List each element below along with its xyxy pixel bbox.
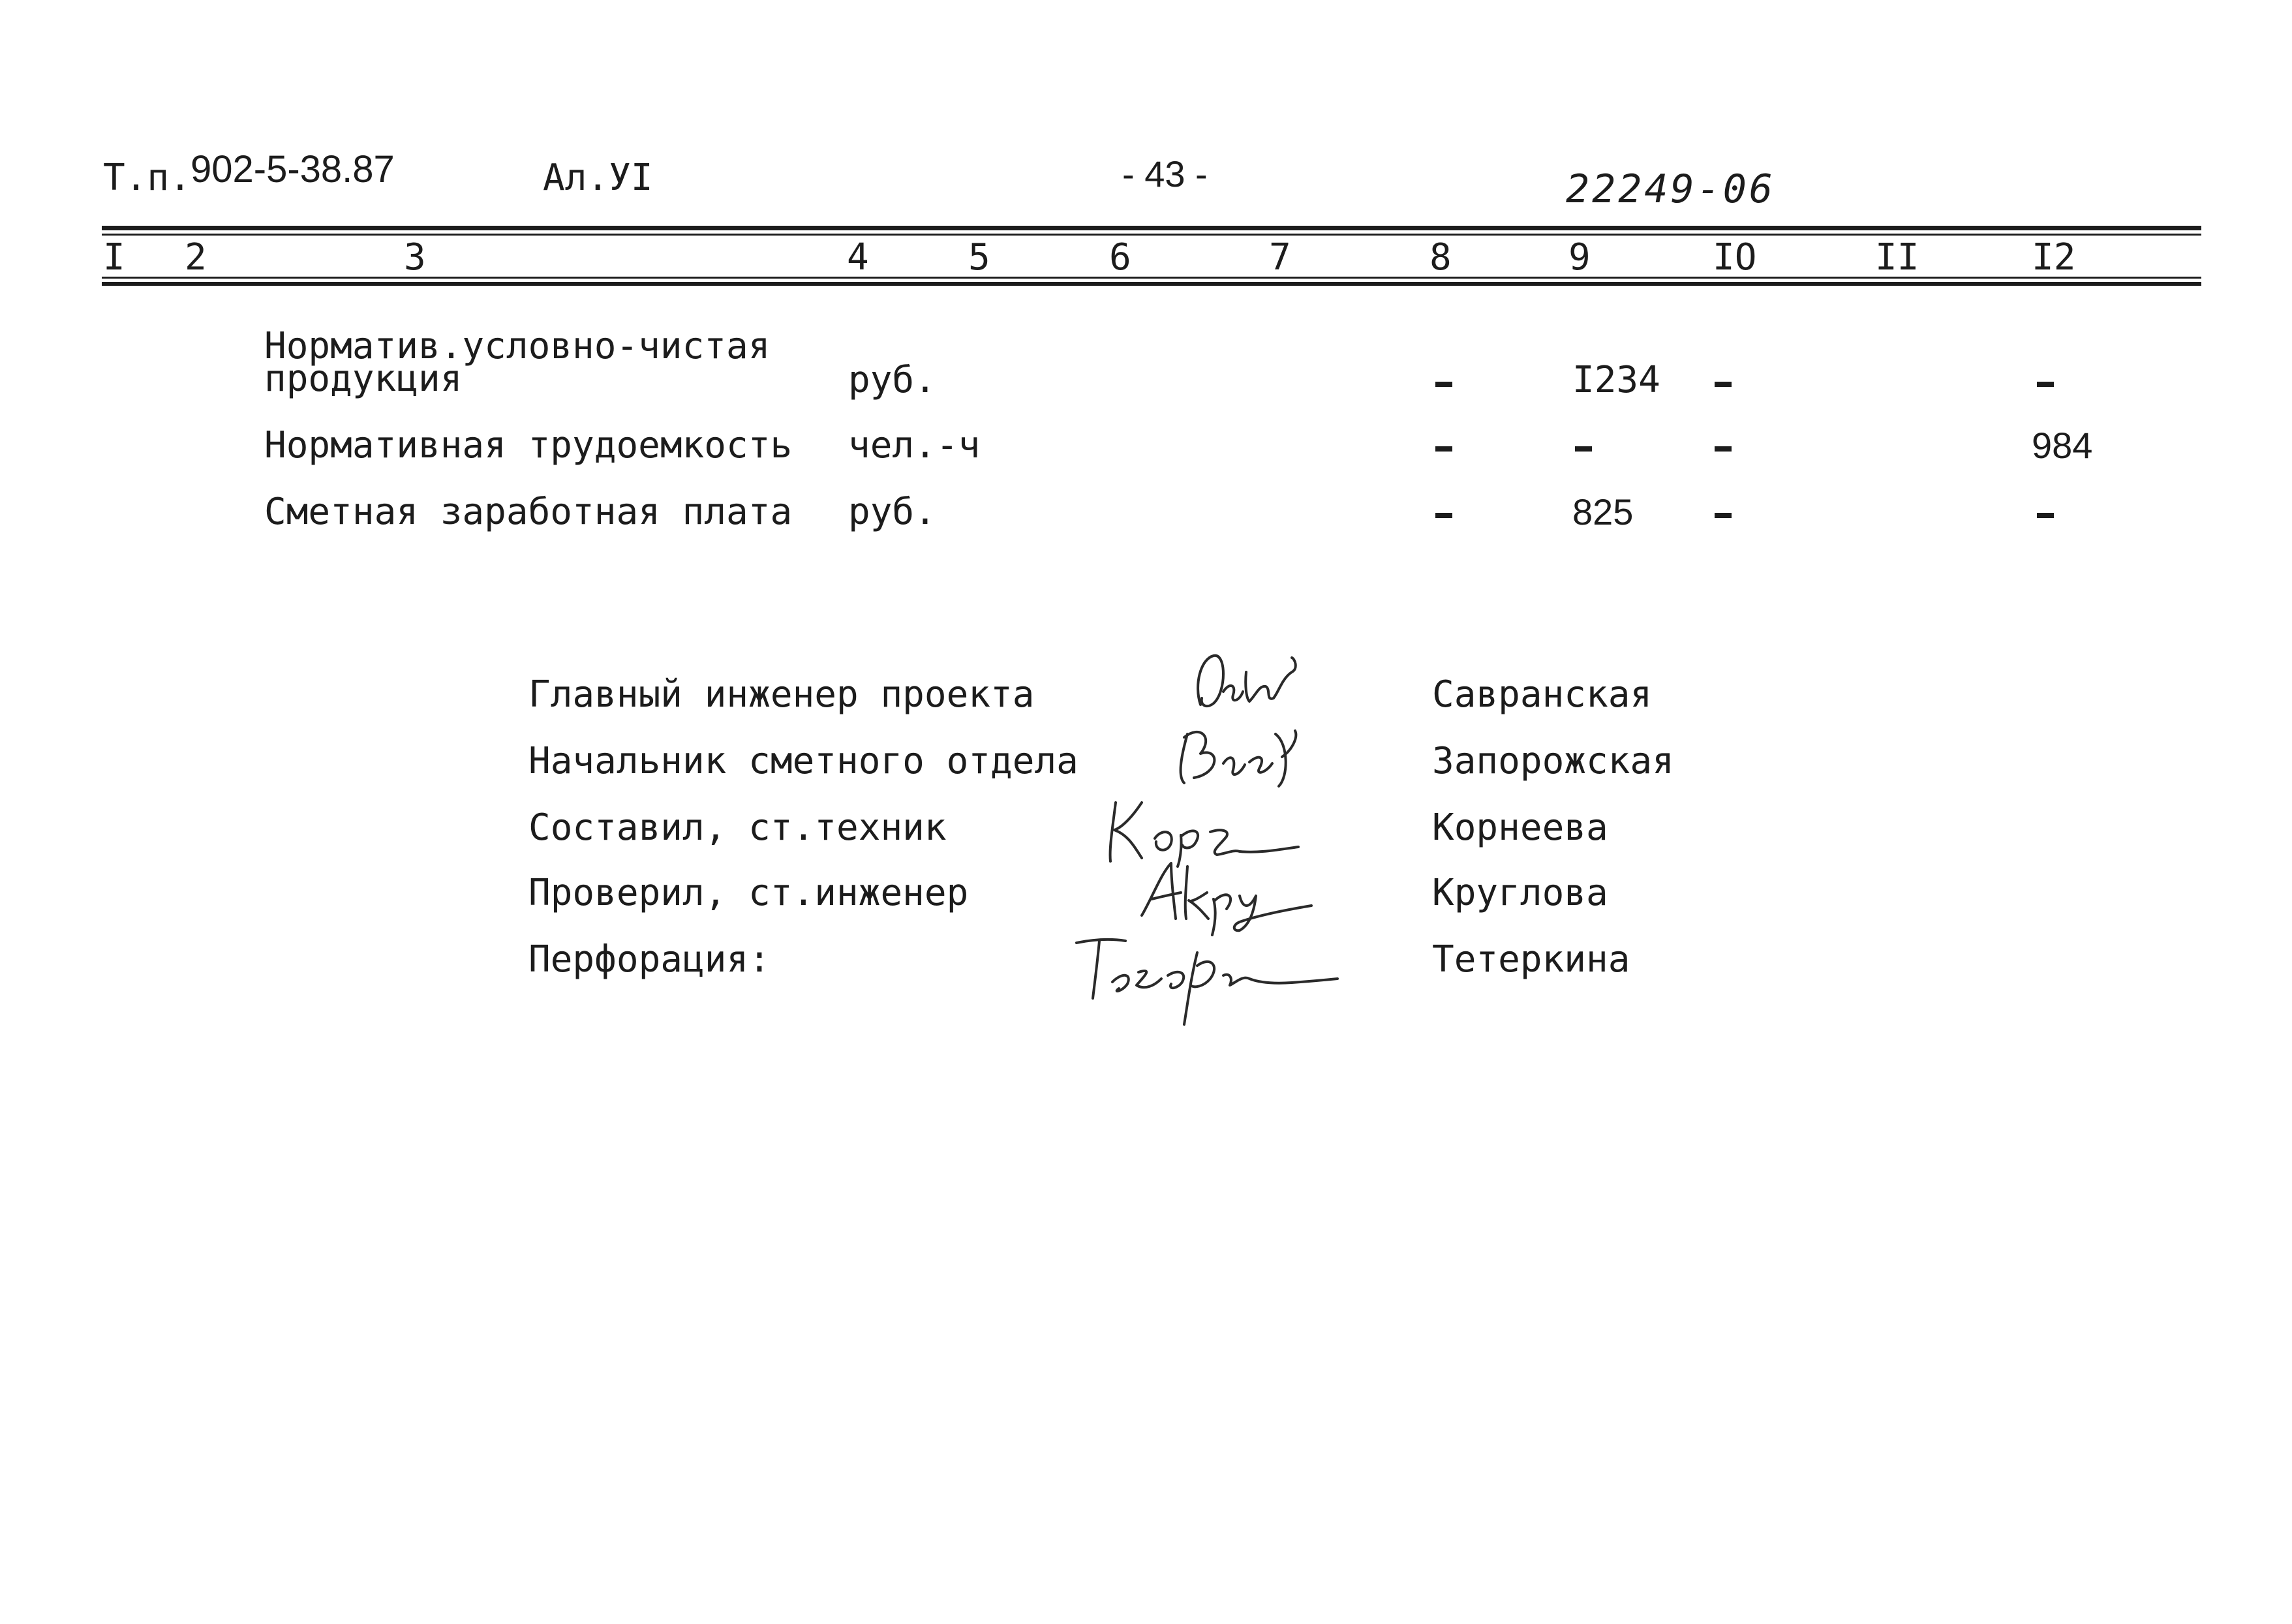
row-2-col9-dash	[1575, 446, 1592, 452]
row-2-col8-dash	[1435, 446, 1452, 452]
signature-name-1: Савранская	[1432, 673, 1653, 716]
column-number-10: IO	[1713, 236, 1757, 279]
row-1-name-line-2: продукция	[264, 358, 463, 400]
row-3-col12-dash	[2037, 513, 2054, 518]
signature-name-3: Корнеева	[1432, 806, 1608, 849]
column-number-2: 2	[185, 236, 207, 279]
column-number-4: 4	[847, 236, 869, 279]
signature-role-2: Начальник сметного отдела	[528, 740, 1078, 782]
signature-name-4: Круглова	[1432, 872, 1608, 914]
doc-code-prefix: Т.п.	[103, 157, 191, 199]
column-number-9: 9	[1568, 236, 1591, 279]
archive-number: 22249-06	[1566, 166, 1775, 212]
album-label: Ал.УI	[543, 157, 653, 199]
row-1-col9-value: I234	[1572, 359, 1660, 401]
column-number-5: 5	[968, 236, 990, 279]
signature-name-5: Тетеркина	[1432, 938, 1630, 981]
handwritten-signature-5	[1063, 927, 1351, 1031]
page-number: - 43 -	[1122, 153, 1208, 194]
column-number-12: I2	[2032, 236, 2076, 279]
row-2-unit: чел.-ч	[848, 424, 981, 467]
signature-name-2: Запорожская	[1432, 740, 1674, 782]
column-number-6: 6	[1109, 236, 1131, 279]
handwritten-signature-1	[1187, 646, 1318, 718]
row-2-name: Нормативная трудоемкость	[264, 424, 793, 467]
bottom-rule-thick	[102, 282, 2201, 286]
top-rule-thin	[102, 234, 2201, 236]
handwritten-signature-2	[1168, 718, 1324, 796]
row-3-col9-value: 825	[1572, 491, 1634, 532]
row-1-col8-dash	[1435, 382, 1452, 387]
column-number-11: II	[1875, 236, 1919, 279]
top-rule	[102, 226, 2201, 230]
row-3-unit: руб.	[848, 491, 936, 533]
row-1-unit: руб.	[848, 359, 936, 401]
column-number-7: 7	[1269, 236, 1291, 279]
signature-role-1: Главный инженер проекта	[528, 673, 1035, 716]
row-3-col8-dash	[1435, 513, 1452, 518]
row-1-name-line-1: Норматив.условно-чистая	[264, 325, 771, 367]
doc-code-number: 902-5-38.87	[191, 148, 395, 191]
row-3-col10-dash	[1715, 513, 1732, 518]
row-1-col12-dash	[2037, 382, 2054, 387]
signature-role-4: Проверил, ст.инженер	[528, 872, 969, 914]
column-number-1: I	[103, 236, 125, 279]
column-number-3: 3	[404, 236, 426, 279]
row-2-col10-dash	[1715, 446, 1732, 452]
row-3-name: Сметная заработная плата	[264, 491, 793, 533]
row-2-col12-value: 984	[2032, 425, 2093, 466]
column-number-8: 8	[1429, 236, 1452, 279]
signature-role-3: Составил, ст.техник	[528, 806, 947, 849]
signature-role-5: Перфорация:	[528, 938, 771, 981]
handwritten-signature-4	[1116, 853, 1324, 938]
row-1-col10-dash	[1715, 382, 1732, 387]
